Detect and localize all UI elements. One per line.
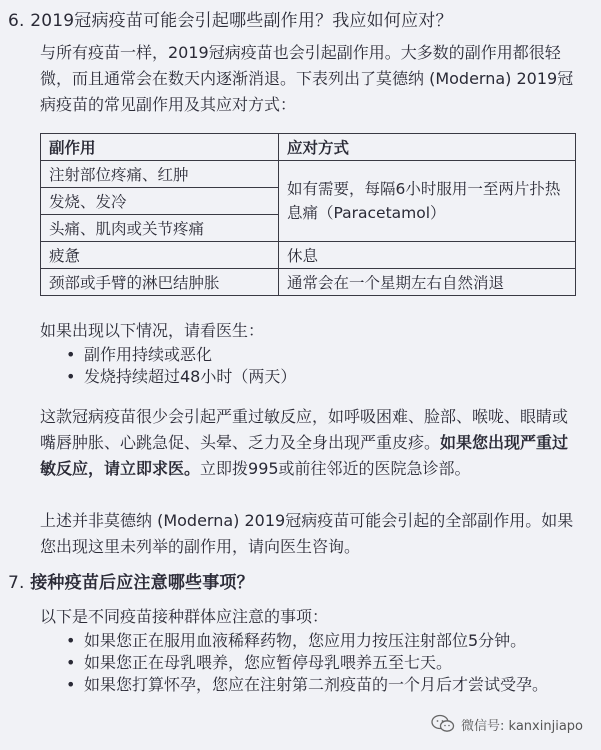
section6-title: 6. 2019冠病疫苗可能会引起哪些副作用？我应如何应对？ [8, 11, 453, 31]
list-item: • 如果您正在母乳喂养，您应暂停母乳喂养五至七天。 [66, 653, 453, 672]
side-effects-table [40, 133, 576, 296]
bullet-glyph: • [66, 653, 76, 672]
allergy-action: 立即拨995或前往邻近的医院急诊部。 [200, 459, 471, 478]
list-item: • 副作用持续或恶化 [66, 345, 213, 364]
wechat-watermark [431, 712, 583, 736]
side-effect-cell: 注射部位疼痛、红肿 [41, 161, 279, 188]
bullet-glyph: • [66, 345, 76, 364]
watermark-text: 微信号: kanxinjiapo [461, 718, 583, 734]
section6-intro: 与所有疫苗一样，2019冠病疫苗也会引起副作用。大多数的副作用都很轻微，而且通常会在数天内逐渐消退。下表列出了莫德纳 (Moderna) 2019冠病疫苗的常见副作用及其应对方式： [40, 43, 574, 114]
side-effect-cell: 颈部或手臂的淋巴结肿胀 [41, 269, 279, 296]
table-header-row [41, 134, 576, 161]
list-item: • 如果您打算怀孕，您应在注射第二剂疫苗的一个月后才尝试受孕。 [66, 675, 549, 694]
disclaimer-paragraph: 上述并非莫德纳 (Moderna) 2019冠病疫苗可能会引起的全部副作用。如果您出现这里未列举的副作用，请向医生咨询。 [40, 511, 574, 556]
list-item: • 如果您正在服用血液稀释药物，您应用力按压注射部位5分钟。 [66, 631, 527, 650]
list-item: • 发烧持续超过48小时（两天） [66, 367, 297, 386]
table-row [41, 269, 576, 296]
wechat-icon [431, 714, 455, 734]
section7-lead: 以下是不同疫苗接种群体应注意的事项： [40, 607, 329, 626]
response-cell: 通常会在一个星期左右自然消退 [279, 269, 576, 296]
section7-title [8, 568, 254, 593]
section7-number: 7. [8, 573, 31, 593]
allergy-paragraph [40, 404, 580, 482]
table-row [41, 242, 576, 269]
allergy-warning: 如果您出现严重过敏反应，请立即求医。 [40, 433, 569, 478]
bullet-glyph: • [66, 631, 76, 650]
bullet-glyph: • [66, 675, 76, 694]
table-row [41, 161, 576, 188]
precautions-list [60, 630, 570, 696]
bullet-glyph: • [66, 367, 76, 386]
header-response: 应对方式 [279, 134, 576, 161]
header-side-effect: 副作用 [41, 134, 279, 161]
see-doctor-list [60, 344, 570, 388]
side-effect-cell: 头痛、肌肉或关节疼痛 [41, 215, 279, 242]
see-doctor-lead: 如果出现以下情况，请看医生： [40, 321, 265, 340]
merged-response-cell: 如有需要，每隔6小时服用一至两片扑热息痛（Paracetamol） [279, 161, 576, 242]
allergy-text: 这款冠病疫苗很少会引起严重过敏反应，如呼吸困难、脸部、喉咙、眼睛或嘴唇肿胀、心跳急促、头晕、乏力及全身出现严重皮疹。 [40, 407, 569, 452]
side-effect-cell: 疲惫 [41, 242, 279, 269]
section7-title-text: 接种疫苗后应注意哪些事项？ [30, 573, 254, 593]
response-cell: 休息 [279, 242, 576, 269]
side-effect-cell: 发烧、发冷 [41, 188, 279, 215]
